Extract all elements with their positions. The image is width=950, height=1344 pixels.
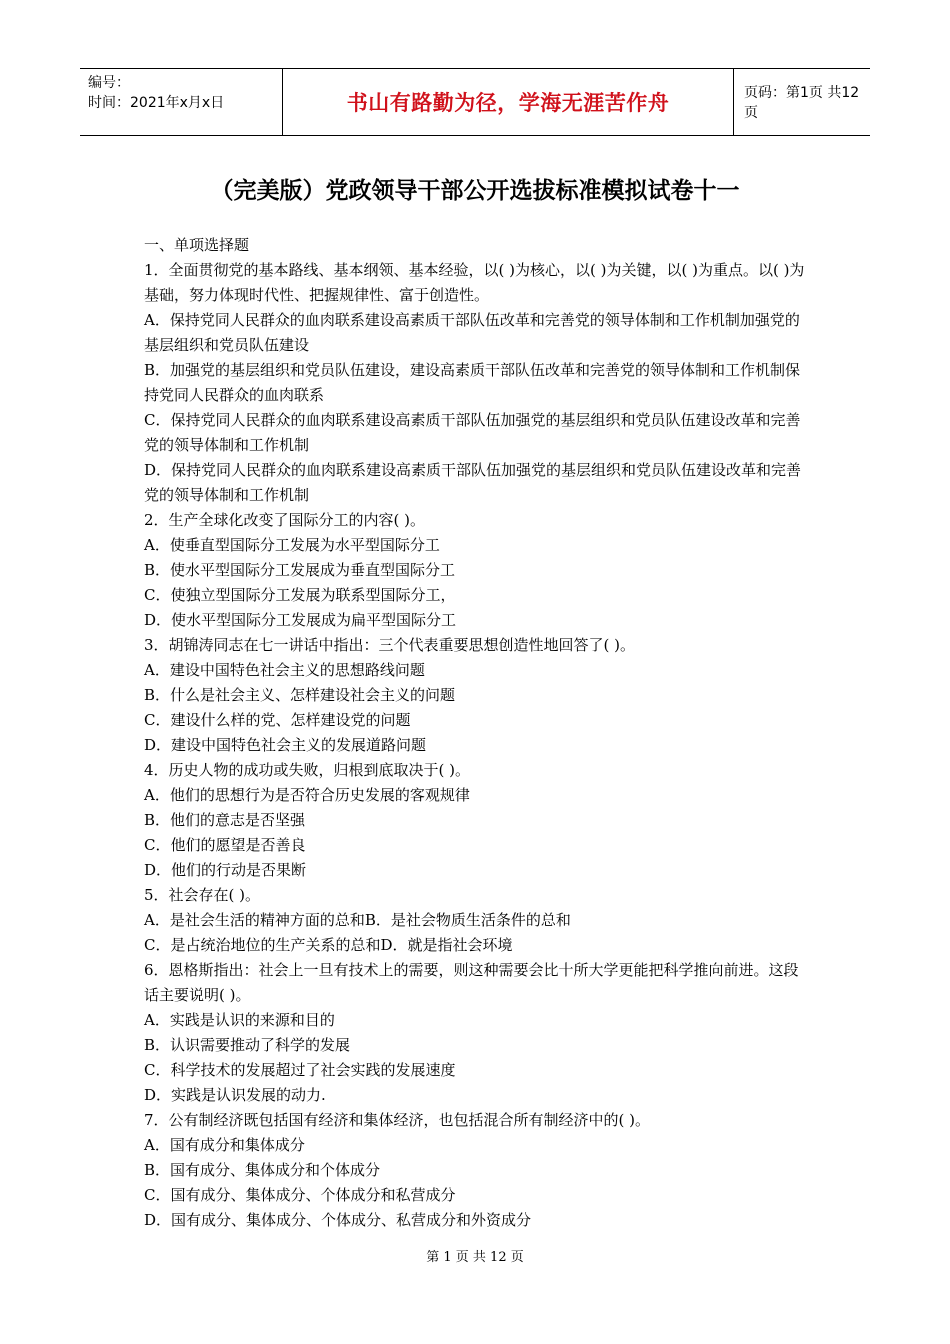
document-line: 7．公有制经济既包括国有经济和集体经济，也包括混合所有制经济中的( )。 [144,1111,651,1129]
document-line: 6．恩格斯指出：社会上一旦有技术上的需要，则这种需要会比十所大学更能把科学推向前进。这段话主要说明( )。 [144,961,799,1004]
header-page-info: 页码：第1页 共12页 [744,85,860,121]
document-line: A．国有成分和集体成分 [144,1136,305,1154]
document-line: C．他们的愿望是否善良 [144,836,306,854]
document-line: C．科学技术的发展超过了社会实践的发展速度 [144,1061,456,1079]
document-line: D．保持党同人民群众的血肉联系建设高素质干部队伍加强党的基层组织和党员队伍建设改革和完善党的领导体制和工作机制 [144,461,802,504]
document-line: C．使独立型国际分工发展为联系型国际分工， [144,586,456,604]
page-footer: 第 1 页 共 12 页 [426,1250,524,1265]
document-line: D．建设中国特色社会主义的发展道路问题 [144,736,427,754]
document-line: D．他们的行动是否果断 [144,861,307,879]
document-line: B．加强党的基层组织和党员队伍建设，建设高素质干部队伍改革和完善党的领导体制和工作机制保持党同人民群众的血肉联系 [144,361,801,404]
document-line: 4．历史人物的成功或失败，归根到底取决于( )。 [144,761,471,779]
document-title: （完美版）党政领导干部公开选拔标准模拟试卷十一 [210,178,740,204]
header-meta [80,69,282,135]
document-line: B．认识需要推动了科学的发展 [144,1036,351,1054]
document-line: A．使垂直型国际分工发展为水平型国际分工 [144,536,440,554]
document-line: B．使水平型国际分工发展成为垂直型国际分工 [144,561,456,579]
document-line: C．保持党同人民群众的血肉联系建设高素质干部队伍加强党的基层组织和党员队伍建设改革和完善党的领导体制和工作机制 [144,411,801,454]
document-line: D．使水平型国际分工发展成为扁平型国际分工 [144,611,457,629]
document-line: A．建设中国特色社会主义的思想路线问题 [144,661,425,679]
document-time-label: 时间：2021年x月x日 [88,95,225,111]
document-body [144,233,810,1233]
document-line: A．实践是认识的来源和目的 [144,1011,335,1029]
document-line: B．他们的意志是否坚强 [144,811,306,829]
document-line: B．什么是社会主义、怎样建设社会主义的问题 [144,686,456,704]
document-line: 3．胡锦涛同志在七一讲话中指出：三个代表重要思想创造性地回答了( )。 [144,636,636,654]
document-line: D．实践是认识发展的动力. [144,1086,326,1104]
header-motto: 书山有路勤为径，学海无涯苦作舟 [346,91,670,115]
document-line: 1．全面贯彻党的基本路线、基本纲领、基本经验，以( )为核心，以( )为关键，以( )为重点。以( )为基础，努力体现时代性、把握规律性、富于创造性。 [144,261,805,304]
document-line: C．是占统治地位的生产关系的总和D．就是指社会环境 [144,936,513,954]
document-line: 5．社会存在( )。 [144,886,261,904]
document-line: B．国有成分、集体成分和个体成分 [144,1161,381,1179]
document-line: C．建设什么样的党、怎样建设党的问题 [144,711,411,729]
document-line: A．是社会生活的精神方面的总和B．是社会物质生活条件的总和 [144,911,571,929]
document-line: A．保持党同人民群众的血肉联系建设高素质干部队伍改革和完善党的领导体制和工作机制加强党的基层组织和党员队伍建设 [144,311,800,354]
document-line: C．国有成分、集体成分、个体成分和私营成分 [144,1186,456,1204]
header-motto-cell [282,69,734,135]
document-number-label: 编号： [88,75,130,91]
document-line: A．他们的思想行为是否符合历史发展的客观规律 [144,786,470,804]
document-line: 一、单项选择题 [144,236,250,254]
document-line: 2．生产全球化改变了国际分工的内容( )。 [144,511,426,529]
page-header [80,68,870,136]
document-line: D．国有成分、集体成分、个体成分、私营成分和外资成分 [144,1211,532,1229]
